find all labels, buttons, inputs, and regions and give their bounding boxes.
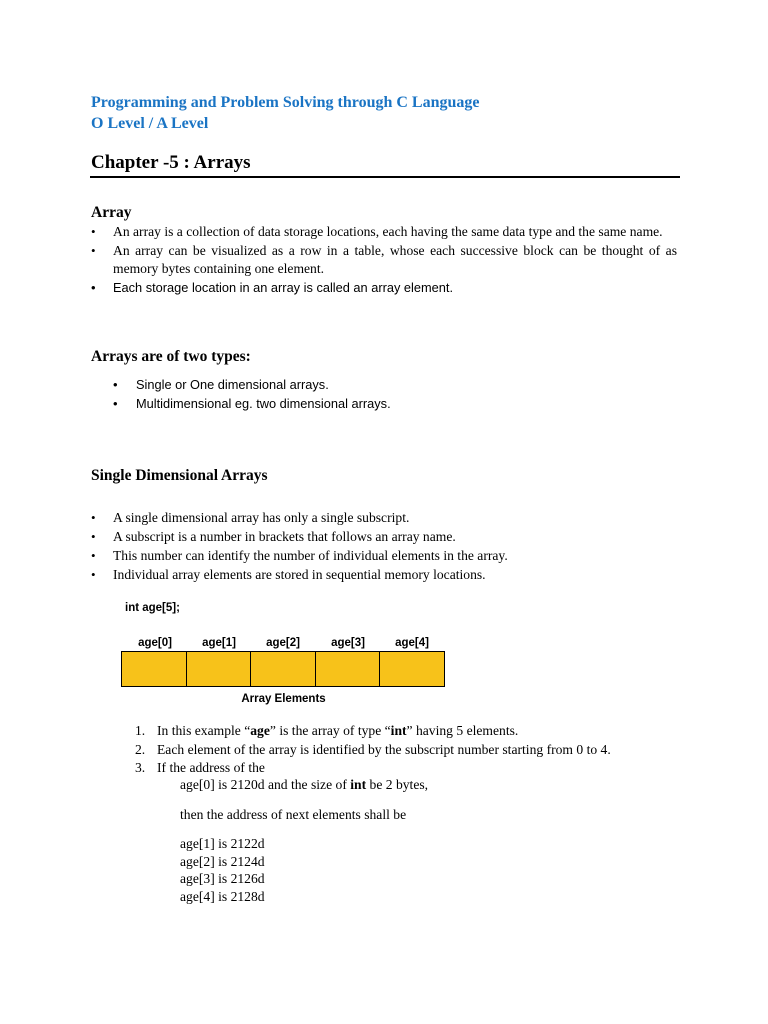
list-item-text: A single dimensional array has only a single subscript. <box>113 510 410 525</box>
list-item <box>91 223 677 242</box>
list-item-text: Single or One dimensional arrays. <box>136 377 329 392</box>
bullet-icon: • <box>91 279 96 295</box>
text-run-bold: int <box>390 723 407 738</box>
figure-element-label: age[3] <box>331 637 365 649</box>
array-cell <box>251 652 316 686</box>
list-number: 1. <box>135 723 146 738</box>
list-item <box>91 546 677 565</box>
address-note-line: then the address of next elements shall be <box>180 807 407 822</box>
document-level: O Level / A Level <box>91 115 209 132</box>
figure-element-label: age[1] <box>202 637 236 649</box>
chapter-divider <box>90 176 680 178</box>
figure-caption: Array Elements <box>241 693 326 705</box>
text-run: In this example “ <box>157 723 251 738</box>
list-item-text: This number can identify the number of individual elements in the array. <box>113 548 508 564</box>
array-diagram <box>121 651 445 687</box>
array-cell <box>122 652 187 686</box>
bullet-icon: • <box>91 224 96 239</box>
bullet-icon: • <box>113 377 118 392</box>
bullet-icon: • <box>91 529 96 545</box>
text-run: ” having 5 elements. <box>406 723 519 738</box>
text-run-bold: age <box>250 723 270 738</box>
text-run-bold: int <box>350 777 367 792</box>
bullet-icon: • <box>91 510 96 525</box>
document-title: Programming and Problem Solving through C Language <box>91 94 480 111</box>
chapter-heading: Chapter -5 : Arrays <box>91 152 251 173</box>
list-item-text: A subscript is a number in brackets that follows an array name. <box>113 529 456 545</box>
bullet-icon: • <box>91 548 96 564</box>
text-run: ” is the array of type “ <box>269 723 391 738</box>
bullet-icon: • <box>113 396 118 411</box>
list-item <box>135 722 695 741</box>
list-item <box>91 508 677 527</box>
address-item: age[2] is 2124d <box>180 853 265 869</box>
figure-declaration: int age[5]; <box>125 602 180 614</box>
list-item <box>91 527 677 546</box>
text-run: be 2 bytes, <box>366 777 429 792</box>
text-run: age[0] is 2120d and the size of <box>180 777 351 792</box>
figure-element-label: age[4] <box>395 637 429 649</box>
bullet-icon: • <box>91 567 96 583</box>
list-number: 2. <box>135 741 146 757</box>
address-list <box>180 835 265 905</box>
list-item-text: Multidimensional eg. two dimensional arrays. <box>136 396 391 411</box>
array-cell <box>316 652 381 686</box>
address-item: age[3] is 2126d <box>180 871 265 887</box>
list-number: 3. <box>135 760 146 776</box>
list-item-text: An array is a collection of data storage locations, each having the same data type and the same name. <box>113 224 663 239</box>
single-bullet-list <box>91 508 677 584</box>
list-item-text: Each element of the array is identified by the subscript number starting from 0 to 4. <box>157 741 611 757</box>
list-item <box>91 279 677 298</box>
list-item <box>91 565 677 584</box>
types-bullet-list <box>113 375 613 413</box>
array-cell <box>380 652 444 686</box>
list-item-text: If the address of the <box>157 760 265 776</box>
numbered-list <box>135 722 695 778</box>
section-heading-single: Single Dimensional Arrays <box>91 467 268 484</box>
list-item <box>113 394 613 413</box>
array-cell <box>187 652 252 686</box>
list-item <box>135 741 695 760</box>
figure-element-label: age[2] <box>266 637 300 649</box>
address-item: age[4] is 2128d <box>180 888 265 904</box>
figure-element-label: age[0] <box>138 637 172 649</box>
list-item <box>135 759 695 778</box>
list-item <box>91 242 677 279</box>
list-item-text: An array can be visualized as a row in a table, whose each successive block can be thought of as memory bytes containing one element. <box>113 242 677 276</box>
list-item <box>113 375 613 394</box>
section-heading-types: Arrays are of two types: <box>91 348 251 365</box>
section-heading-array: Array <box>91 204 132 221</box>
address-note-line <box>180 777 428 793</box>
list-item-text: Each storage location in an array is called an array element. <box>113 279 454 295</box>
address-item: age[1] is 2122d <box>180 836 265 851</box>
array-bullet-list <box>91 223 677 297</box>
bullet-icon: • <box>91 242 96 258</box>
list-item-text: Individual array elements are stored in sequential memory locations. <box>113 567 486 583</box>
